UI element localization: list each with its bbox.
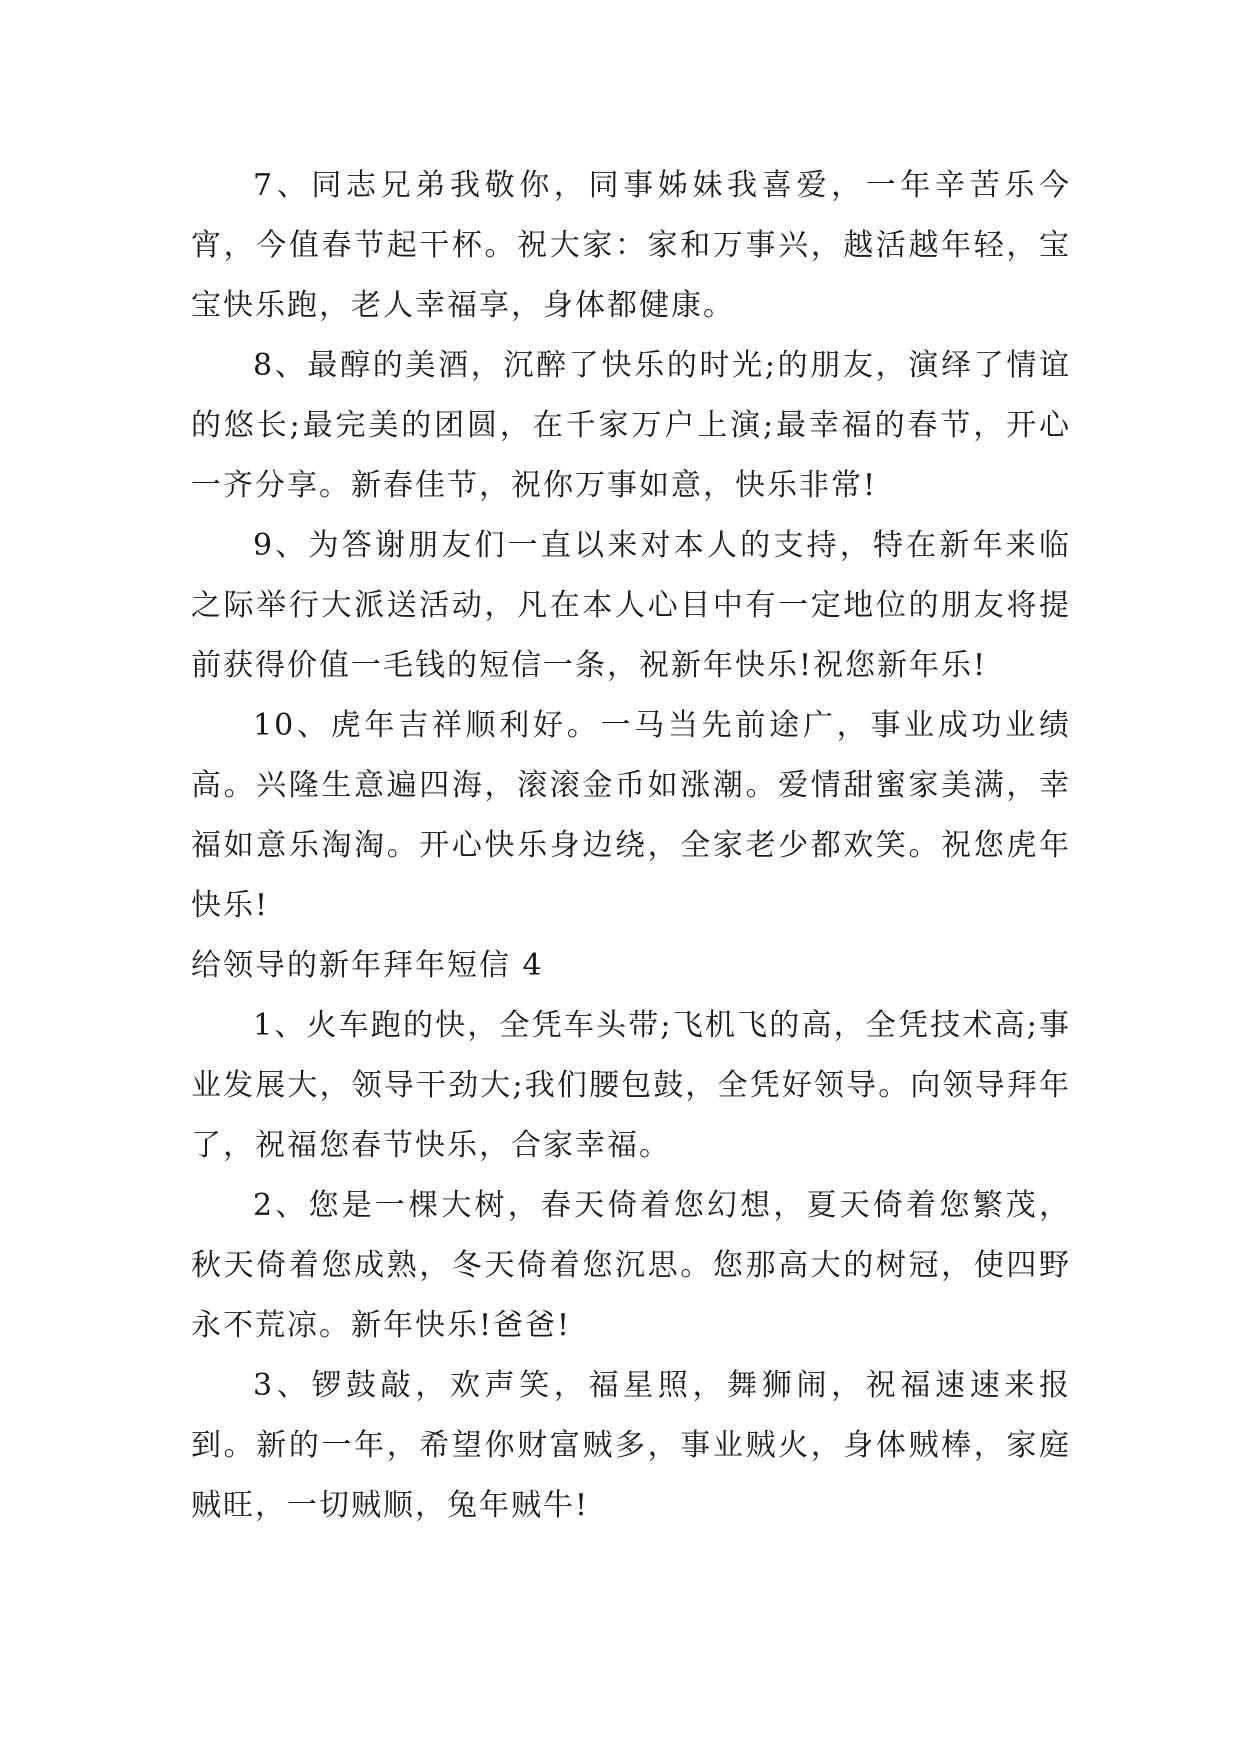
paragraph-item-3: 3、锣鼓敲，欢声笑，福星照，舞狮闹，祝福速速来报到。新的一年，希望你财富贼多，事业贼火，身体贼棒，家庭贼旺，一切贼顺，兔年贼牛! (191, 1368, 1071, 1523)
paragraph-item-2: 2、您是一棵大树，春天倚着您幻想，夏天倚着您繁茂，秋天倚着您成熟，冬天倚着您沉思。您那高大的树冠，使四野永不荒凉。新年快乐!爸爸! (191, 1188, 1071, 1343)
section-heading: 给领导的新年拜年短信 4 (191, 948, 544, 983)
document-body (191, 156, 1071, 1536)
paragraph-item-8: 8、最醇的美酒，沉醉了快乐的时光;的朋友，演绎了情谊的悠长;最完美的团圆，在千家万户上演;最幸福的春节，开心一齐分享。新春佳节，祝你万事如意，快乐非常! (191, 348, 1071, 503)
paragraph-item-1: 1、火车跑的快，全凭车头带;飞机飞的高，全凭技术高;事业发展大，领导干劲大;我们腰包鼓，全凭好领导。向领导拜年了，祝福您春节快乐，合家幸福。 (191, 1008, 1071, 1163)
paragraph-item-7: 7、同志兄弟我敬你，同事姊妹我喜爱，一年辛苦乐今宵，今值春节起干杯。祝大家：家和万事兴，越活越年轻，宝宝快乐跑，老人幸福享，身体都健康。 (191, 168, 1071, 323)
paragraph-item-10: 10、虎年吉祥顺利好。一马当先前途广，事业成功业绩高。兴隆生意遍四海，滚滚金币如涨潮。爱情甜蜜家美满，幸福如意乐淘淘。开心快乐身边绕，全家老少都欢笑。祝您虎年快乐! (191, 708, 1071, 923)
paragraph-item-9: 9、为答谢朋友们一直以来对本人的支持，特在新年来临之际举行大派送活动，凡在本人心目中有一定地位的朋友将提前获得价值一毛钱的短信一条，祝新年快乐!祝您新年乐! (191, 528, 1071, 683)
